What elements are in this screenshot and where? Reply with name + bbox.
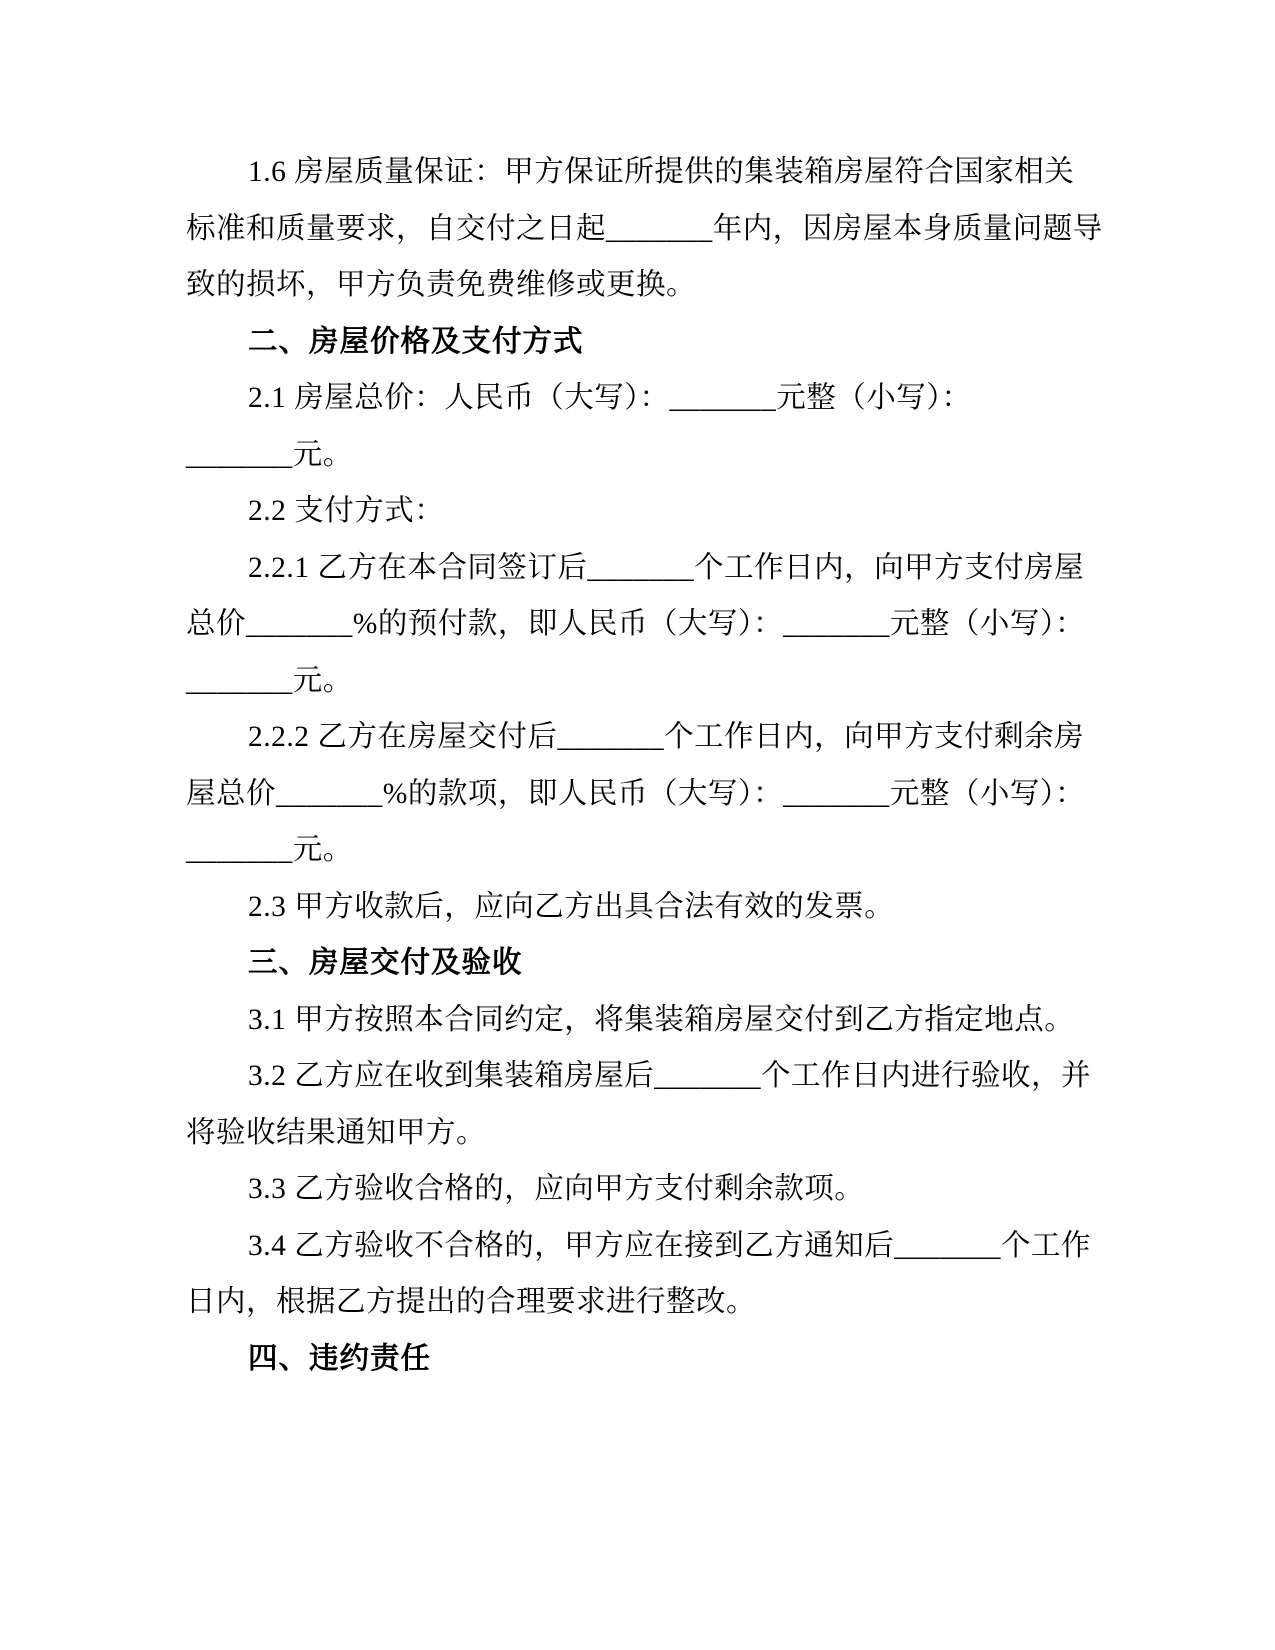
contract-text-line: 3.1 甲方按照本合同约定，将集装箱房屋交付到乙方指定地点。: [248, 1003, 1075, 1036]
contract-text-line: 标准和质量要求，自交付之日起_______年内，因房屋本身质量问题导: [186, 212, 1103, 245]
contract-text-line: 2.3 甲方收款后，应向乙方出具合法有效的发票。: [248, 890, 895, 923]
contract-text-line: _______元。: [186, 834, 353, 866]
contract-text-line: 2.2.1 乙方在本合同签订后_______个工作日内，向甲方支付房屋: [248, 551, 1085, 584]
contract-text-line: 2.1 房屋总价：人民币（大写）：_______元整（小写）：: [248, 382, 972, 414]
contract-text-line: 3.4 乙方验收不合格的，甲方应在接到乙方通知后_______个工作: [248, 1229, 1092, 1262]
section-heading: 三、房屋交付及验收: [248, 946, 523, 979]
contract-text-line: 屋总价_______%的款项，即人民币（大写）：_______元整（小写）：: [186, 777, 1086, 810]
contract-text-line: 1.6 房屋质量保证：甲方保证所提供的集装箱房屋符合国家相关: [248, 156, 1075, 188]
contract-text-line: 将验收结果通知甲方。: [186, 1116, 487, 1149]
contract-text-line: 3.2 乙方应在收到集装箱房屋后_______个工作日内进行验收，并: [248, 1060, 1092, 1092]
contract-text-line: 日内，根据乙方提出的合理要求进行整改。: [186, 1286, 757, 1318]
section-heading: 四、违约责任: [248, 1341, 432, 1375]
contract-text-line: 总价_______%的预付款，即人民币（大写）：_______元整（小写）：: [186, 608, 1086, 640]
contract-text-line: 3.3 乙方验收合格的，应向甲方支付剩余款项。: [248, 1173, 865, 1205]
contract-body: [186, 144, 1103, 1387]
contract-text-line: 致的损坏，甲方负责免费维修或更换。: [186, 269, 697, 301]
section-heading: 二、房屋价格及支付方式: [248, 324, 584, 358]
contract-text-line: 2.2 支付方式：: [248, 495, 445, 527]
contract-text-line: _______元。: [186, 438, 353, 471]
contract-text-line: 2.2.2 乙方在房屋交付后_______个工作日内，向甲方支付剩余房: [248, 721, 1085, 753]
contract-text-line: _______元。: [186, 664, 353, 697]
